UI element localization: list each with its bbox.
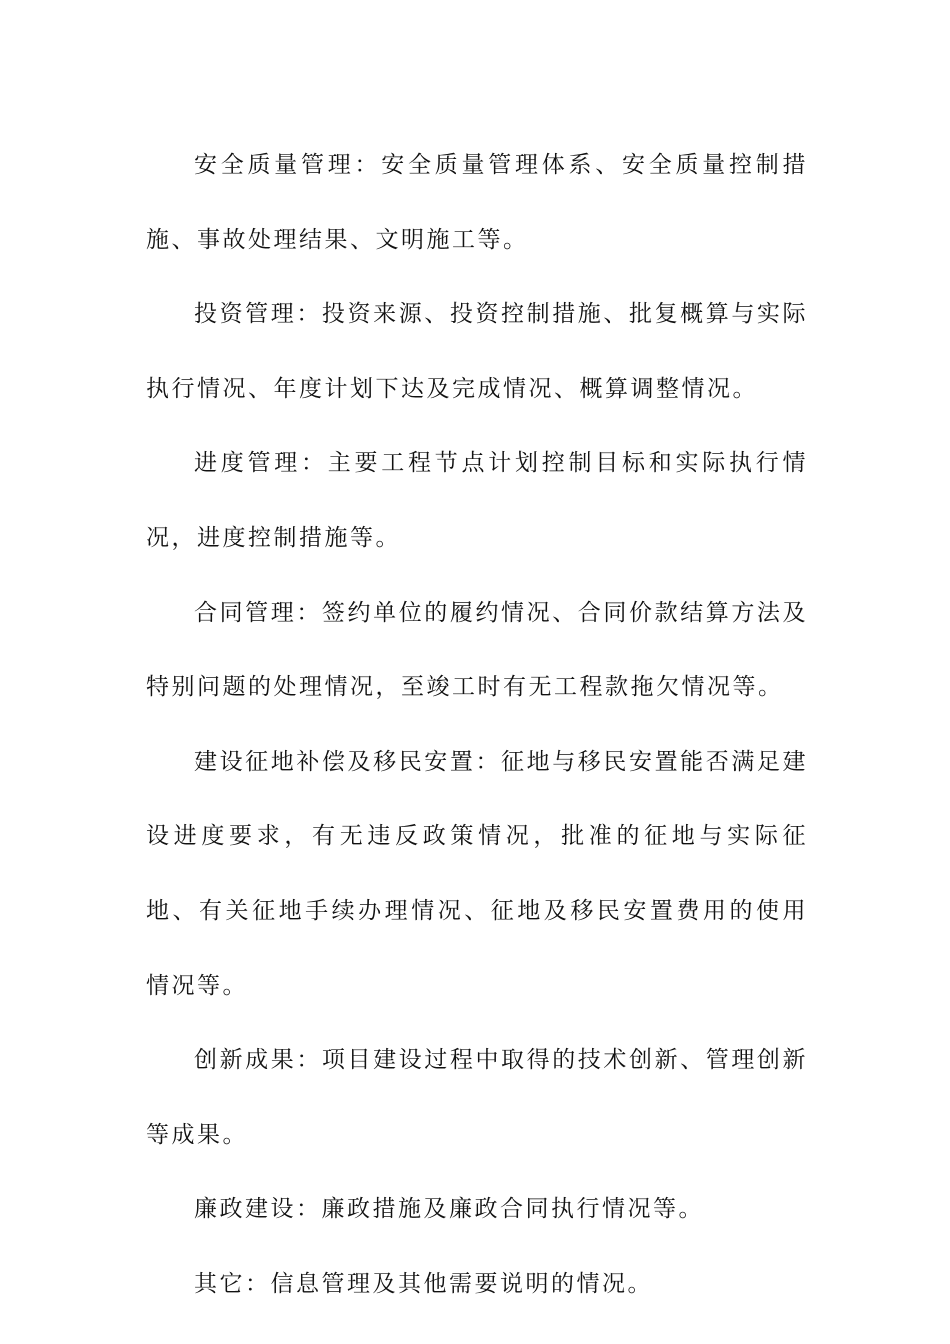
paragraph-integrity: 廉政建设：廉政措施及廉政合同执行情况等。 (194, 1196, 704, 1223)
paragraph-investment: 投资管理：投资来源、投资控制措施、批复概算与实际执行情况、年度计划下达及完成情况、概算调整情况。 (146, 301, 808, 402)
paragraph-schedule: 进度管理：主要工程节点计划控制目标和实际执行情况，进度控制措施等。 (146, 450, 808, 551)
paragraph-innovation: 创新成果：项目建设过程中取得的技术创新、管理创新等成果。 (146, 1047, 808, 1148)
paragraph-other: 其它：信息管理及其他需要说明的情况。 (194, 1270, 653, 1297)
paragraph-land-resettlement: 建设征地补偿及移民安置：征地与移民安置能否满足建设进度要求，有无违反政策情况，批准的征地与实际征地、有关征地手续办理情况、征地及移民安置费用的使用情况等。 (146, 748, 808, 999)
document-body (146, 128, 808, 1322)
paragraph-contract: 合同管理：签约单位的履约情况、合同价款结算方法及特别问题的处理情况，至竣工时有无工程款拖欠情况等。 (146, 599, 808, 701)
paragraph-safety-quality: 安全质量管理：安全质量管理体系、安全质量控制措施、事故处理结果、文明施工等。 (146, 152, 808, 253)
